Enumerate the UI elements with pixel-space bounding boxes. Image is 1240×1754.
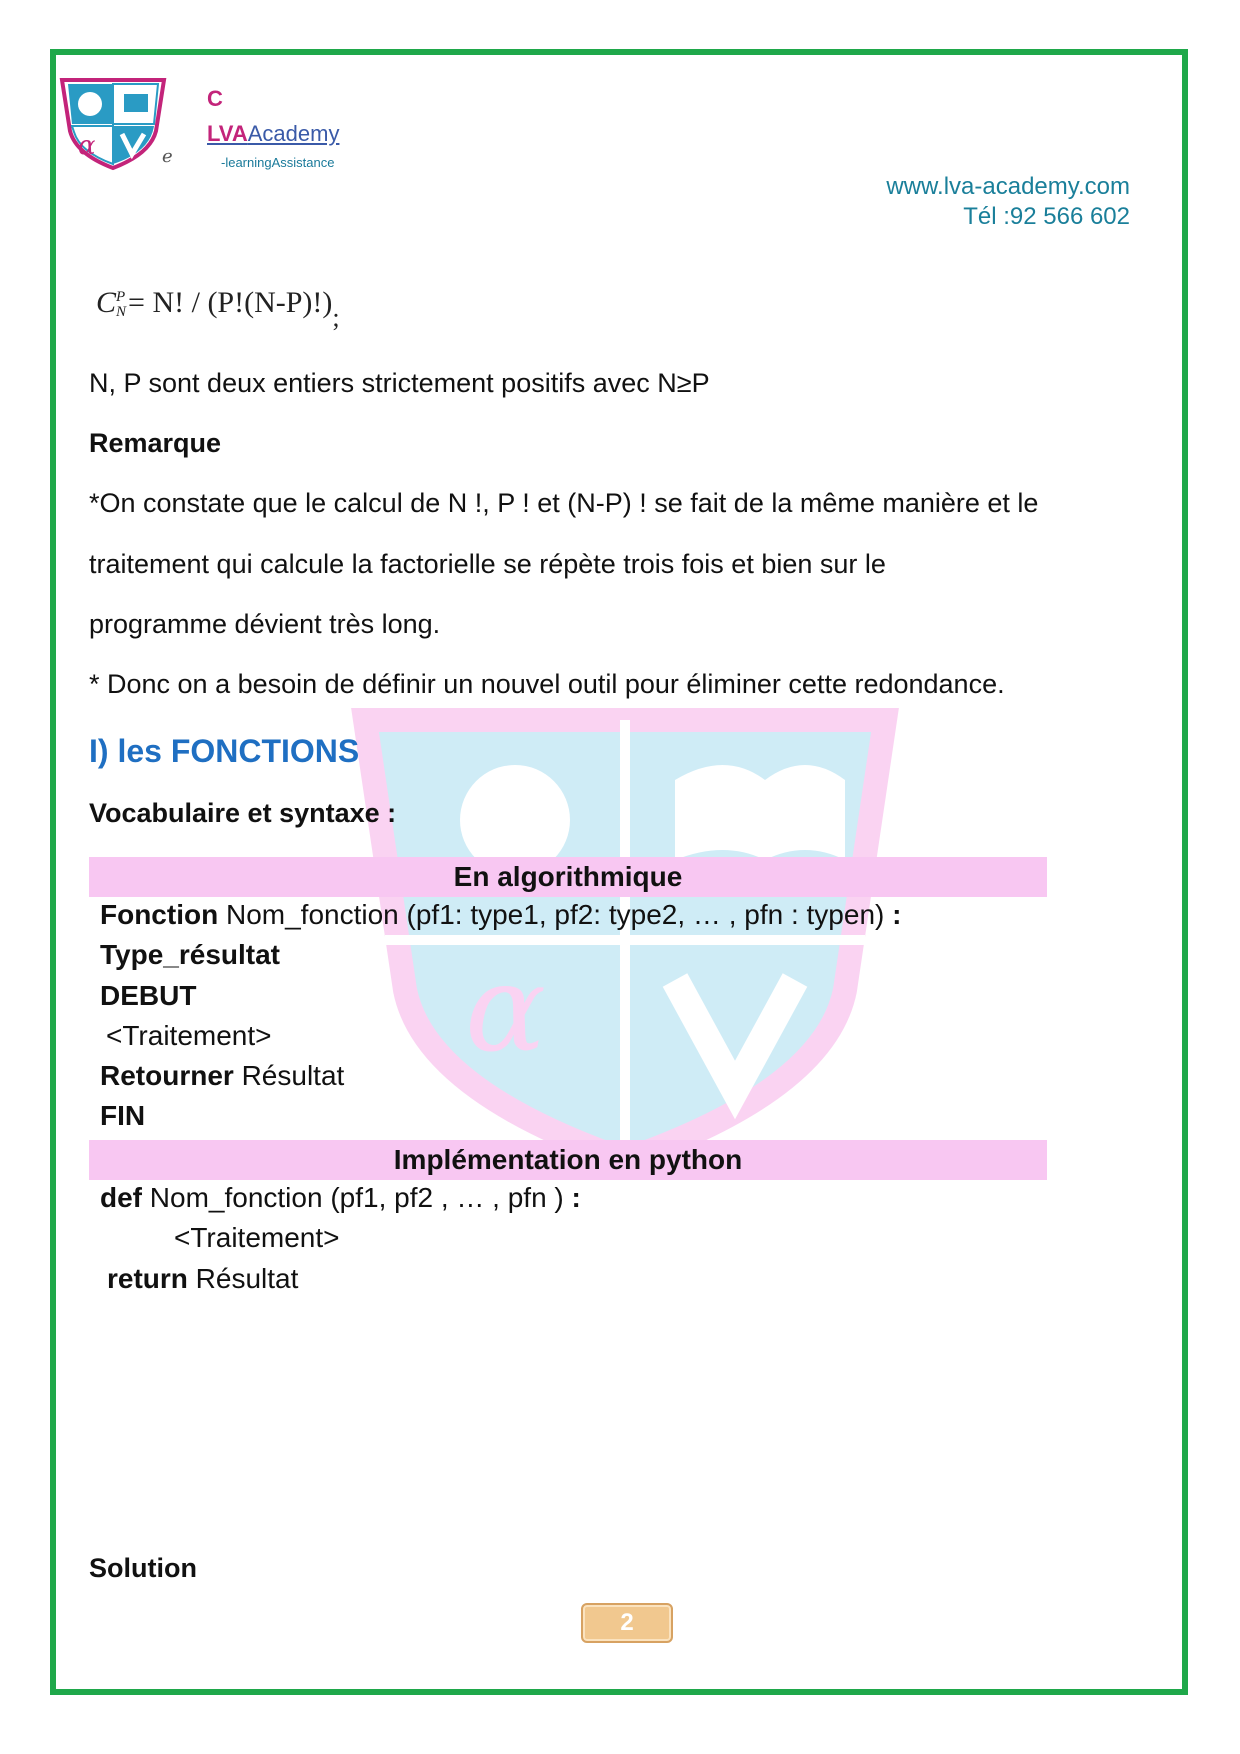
brand-lva: LVA: [207, 121, 248, 146]
brand-academy: Academy: [247, 121, 340, 146]
brand-tagline: -learningAssistance: [221, 155, 335, 170]
logo-e-letter: e: [162, 146, 173, 167]
lva-logo-crest: [58, 76, 168, 171]
vocab-title: Vocabulaire et syntaxe :: [89, 798, 397, 828]
section-title: I) les FONCTIONS: [89, 733, 360, 769]
formula-tail: ;: [332, 303, 340, 332]
python-colon: :: [563, 1182, 581, 1213]
python-resultat: Résultat: [187, 1263, 299, 1294]
brand-c: C: [207, 86, 223, 111]
python-return-line: [107, 1263, 298, 1295]
solution-label: Solution: [89, 1553, 197, 1583]
algo-retourner-line: [100, 1060, 344, 1092]
page-number-badge: 2: [581, 1603, 673, 1643]
formula-rhs: = N! / (P!(N-P)!): [128, 286, 333, 319]
algo-resultat: Résultat: [233, 1060, 345, 1091]
formula-symbol: C: [96, 286, 117, 319]
kw-def: def: [100, 1182, 142, 1213]
algo-debut: DEBUT: [100, 980, 197, 1011]
kw-return: return: [107, 1263, 188, 1294]
combination-formula: [96, 286, 340, 332]
python-signature: Nom_fonction (pf1, pf2 , … , pfn ): [142, 1182, 564, 1213]
algo-fin: FIN: [100, 1100, 146, 1131]
remark-line-2: traitement qui calcule la factorielle se répète trois fois et bien sur le: [89, 549, 886, 579]
formula-sub: N: [116, 304, 127, 321]
brand-name: [207, 121, 339, 147]
svg-text:α: α: [465, 940, 547, 1079]
formula-indices: [116, 290, 126, 320]
remark-title: Remarque: [89, 428, 222, 458]
remark-line-1: *On constate que le calcul de N !, P ! et (N-P) ! se fait de la même manière et le: [89, 488, 1039, 518]
algo-signature-colon: :: [884, 899, 902, 930]
algo-header: En algorithmique: [89, 857, 1047, 897]
formula-sup: P: [116, 289, 126, 306]
algo-signature: Nom_fonction (pf1: type1, pf2: type2, … , pfn : typen): [218, 899, 885, 930]
kw-fonction: Fonction: [100, 899, 219, 930]
python-traitement: <Traitement>: [174, 1222, 340, 1253]
remark-line-3: programme dévient très long.: [89, 609, 441, 639]
kw-retourner: Retourner: [100, 1060, 234, 1091]
algo-signature-line: [100, 899, 901, 931]
website-link[interactable]: www.lva-academy.com: [886, 173, 1130, 200]
python-header: Implémentation en python: [89, 1140, 1047, 1180]
algo-type-resultat: Type_résultat: [100, 939, 280, 970]
algo-traitement: <Traitement>: [106, 1020, 272, 1051]
condition-text: N, P sont deux entiers strictement positifs avec N≥P: [89, 368, 710, 398]
python-def-line: [100, 1182, 581, 1214]
svg-text:α: α: [78, 131, 96, 161]
remark-line-4: * Donc on a besoin de définir un nouvel outil pour éliminer cette redondance.: [89, 669, 1005, 699]
phone-number: Tél :92 566 602: [963, 203, 1130, 230]
